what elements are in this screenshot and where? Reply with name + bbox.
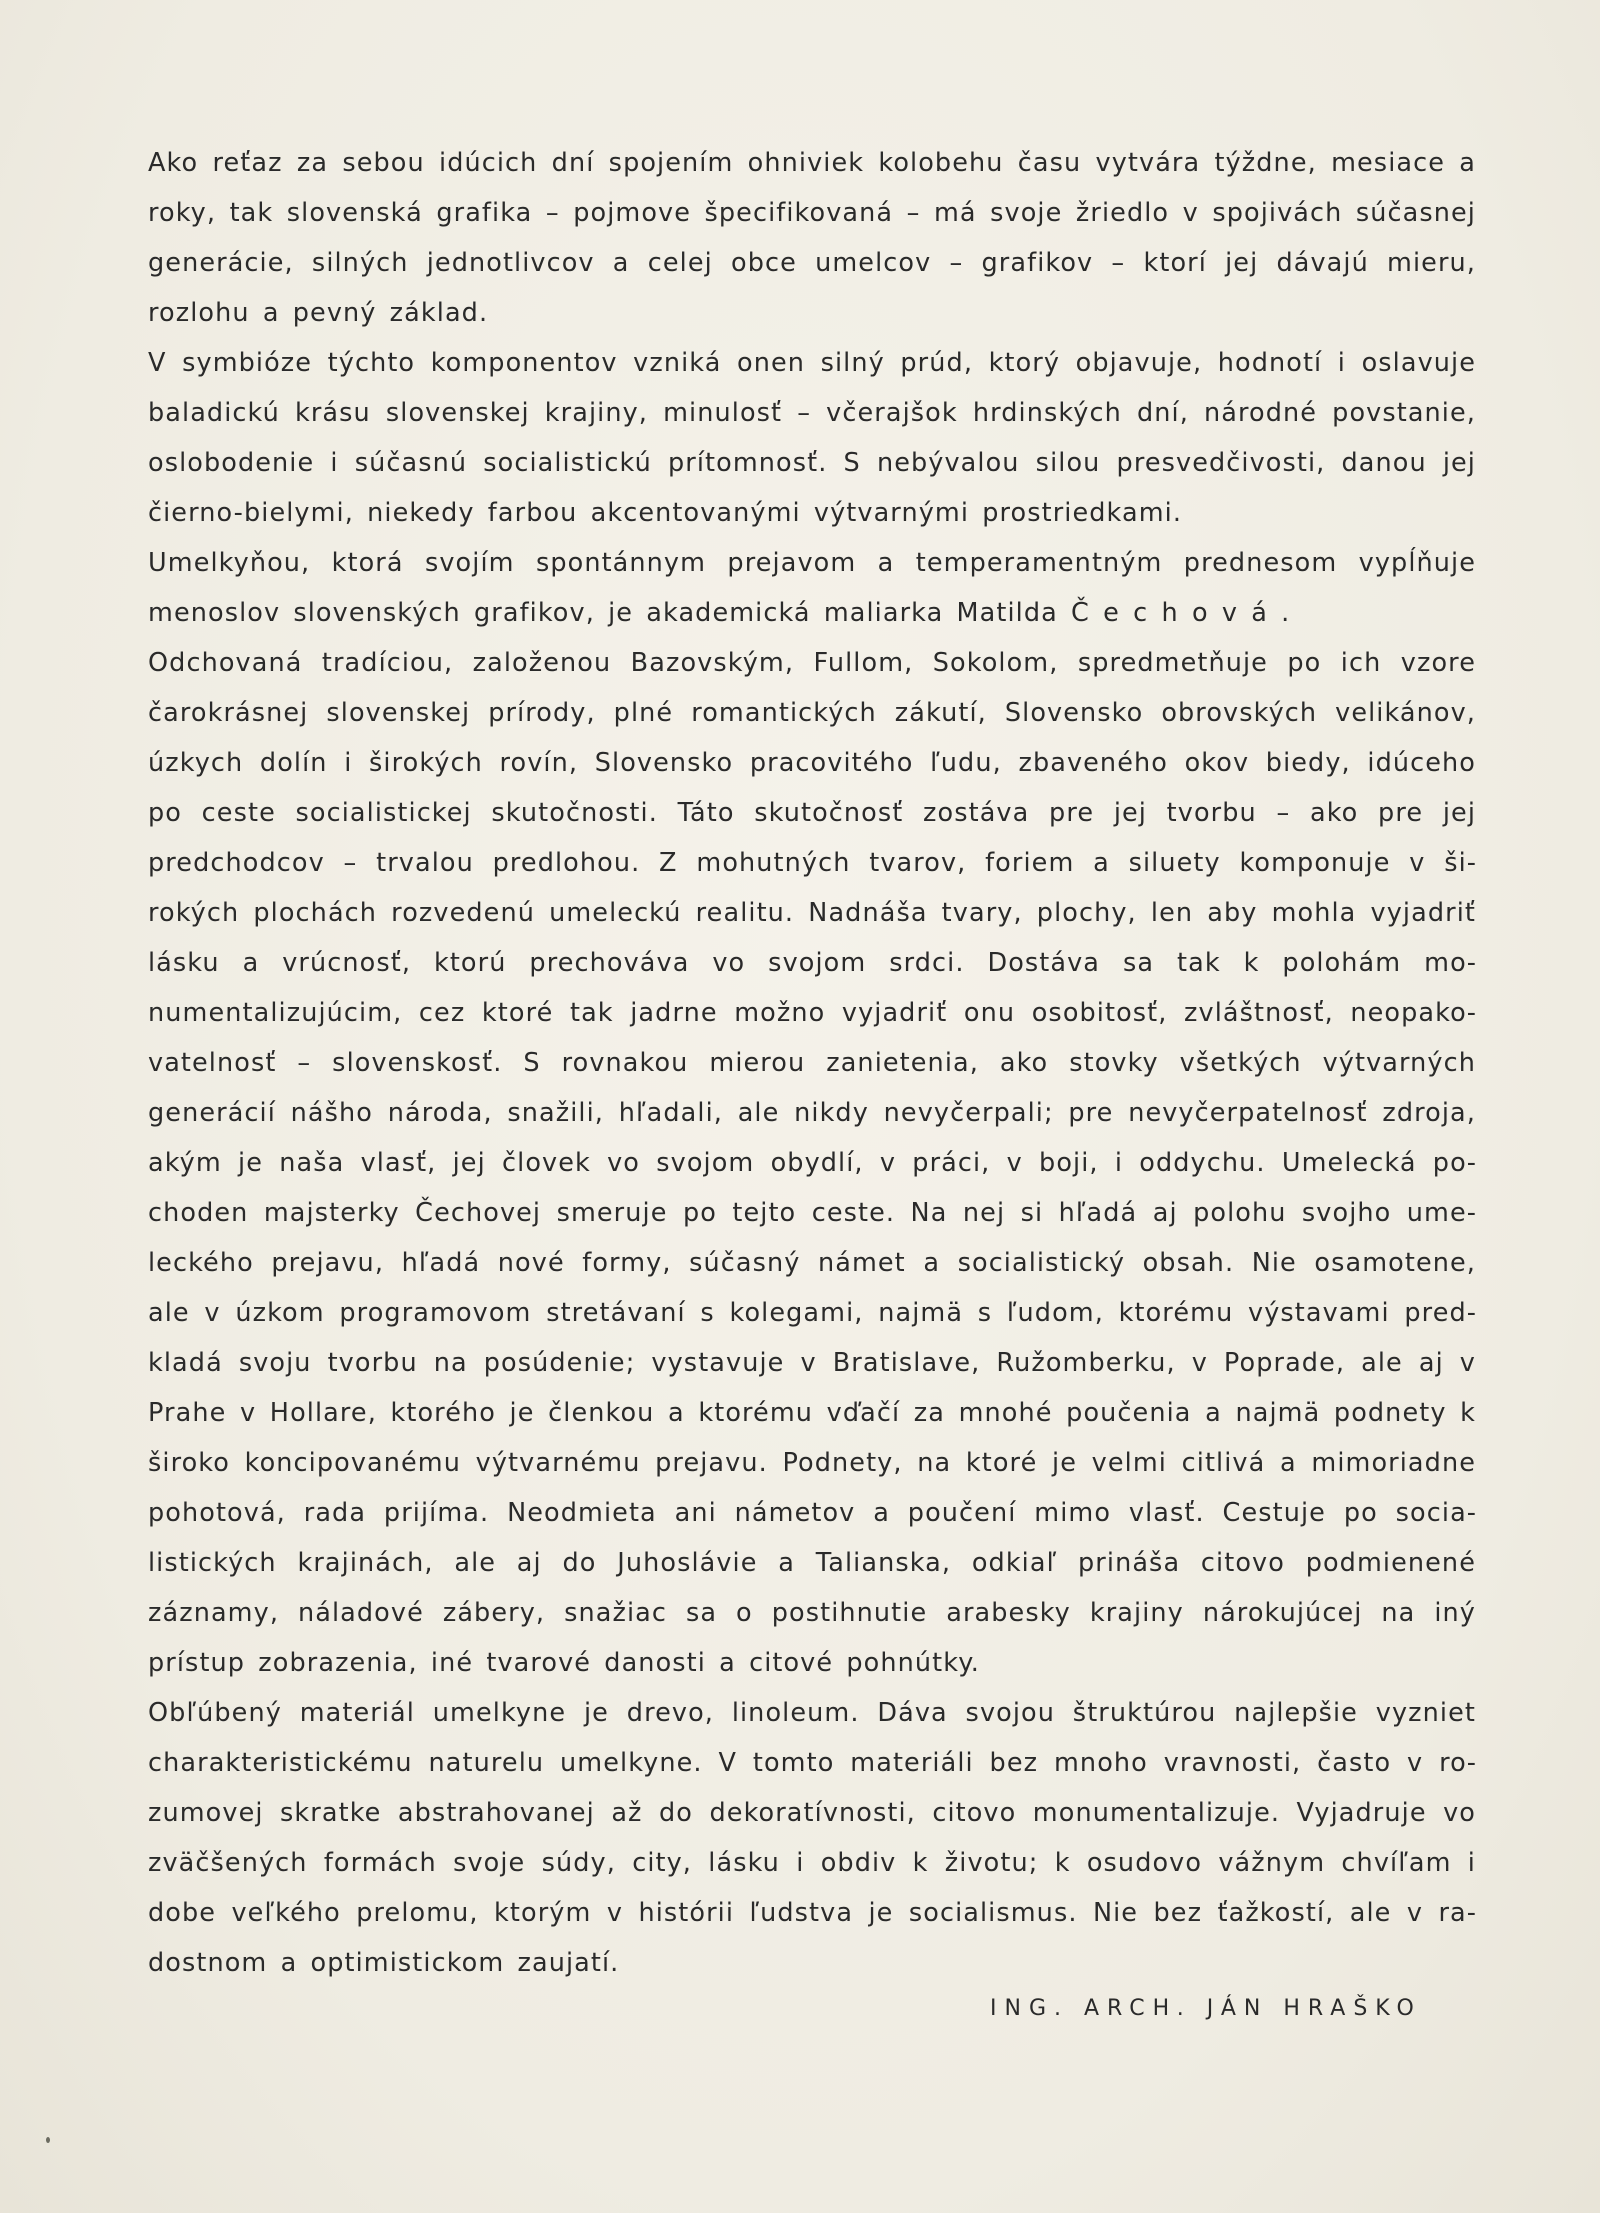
article-body — [148, 138, 1476, 1988]
paragraph-tradition: Odchovaná tradíciou, založenou Bazovským, Fullom, Sokolom, spredmetňuje po ich vzore čarokrásnej slovenskej prírody, plné romantických zákutí, Slovensko obrovských velikánov, úzkych dolín i širokých rovín, Slovensko pracovitého ľudu, zbaveného okov biedy, idúceho po ceste socialistickej skutočnosti. Táto skutočnosť zostáva pre jej tvorbu – ako pre jej predchodcov – trvalou predlohou. Z mohutných tvarov, foriem a siluety komponuje v širokých plochách rozvedenú umeleckú realitu. Nadnáša tvary, plochy, len aby mohla vyjadriť lásku a vrúcnosť, ktorú prechováva vo svojom srdci. Dostáva sa tak k polohám monumentalizujúcim, cez ktoré tak jadrne možno vyjadriť onu osobitosť, zvláštnosť, neopakovatelnosť – slovenskosť. S rovnakou mierou zanietenia, ako stovky všetkých výtvarných generácií nášho národa, snažili, hľadali, ale nikdy nevyčerpali; pre nevyčerpatelnosť zdroja, akým je naša vlasť, jej človek vo svojom obydlí, v práci, v boji, i oddychu. Umelecká pochoden majsterky Čechovej smeruje po tejto ceste. Na nej si hľadá aj polohu svojho umeleckého prejavu, hľadá nové formy, súčasný námet a socialistický obsah. Nie osamotene, ale v úzkom programovom stretávaní s kolegami, najmä s ľudom, ktorému výstavami predkladá svoju tvorbu na posúdenie; vystavuje v Bratislave, Ružomberku, v Poprade, ale aj v Prahe v Hollare, ktorého je členkou a ktorému vďačí za mnohé poučenia a najmä podnety k široko koncipovanému výtvarnému prejavu. Podnety, na ktoré je velmi citlivá a mimoriadne pohotová, rada prijíma. Neodmieta ani námetov a poučení mimo vlasť. Cestuje po socialistických krajinách, ale aj do Juhoslávie a Talianska, odkiaľ prináša citovo podmienené záznamy, náladové zábery, snažiac sa o postihnutie arabesky krajiny nárokujúcej na iný prístup zobrazenia, iné tvarové danosti a citové pohnútky. — [148, 648, 1476, 1678]
paragraph-intro: Ako reťaz za sebou idúcich dní spojením ohniviek kolobehu času vytvára týždne, mesiace a roky, tak slovenská grafika – pojmove špecifikovaná – má svoje žriedlo v spojivách súčasnej generácie, silných jednotlivcov a celej obce umelcov – grafikov – ktorí jej dávajú mieru, rozlohu a pevný základ. — [148, 148, 1476, 328]
paragraph-artist: Umelkyňou, ktorá svojím spontánnym prejavom a temperamentným prednesom vypĺňuje menoslov slovenských grafikov, je akademická maliarka Matilda Č e c h o v á . — [148, 548, 1476, 628]
paragraph-material: Obľúbený materiál umelkyne je drevo, linoleum. Dáva svojou štruktúrou najlepšie vyzniet charakteristickému naturelu umelkyne. V tomto materiáli bez mnoho vravnosti, často v rozumovej skratke abstrahovanej až do dekoratívnosti, citovo monumentalizuje. Vyjadruje vo zväčšených formách svoje súdy, city, lásku i obdiv k životu; k osudovo vážnym chvíľam i dobe veľkého prelomu, ktorým v histórii ľudstva je socialismus. Nie bez ťažkostí, ale v radostnom a optimistickom zaujatí. — [148, 1698, 1476, 1978]
paper-speck — [46, 2137, 50, 2143]
paragraph-symbiosis: V symbióze týchto komponentov vzniká onen silný prúd, ktorý objavuje, hodnotí i oslavuje baladickú krásu slovenskej krajiny, minulosť – včerajšok hrdinských dní, národné povstanie, oslobodenie i súčasnú socialistickú prítomnosť. S nebývalou silou presvedčivosti, danou jej čierno-bielymi, niekedy farbou akcentovanými výtvarnými prostriedkami. — [148, 348, 1476, 528]
author-signature: ING. ARCH. JÁN HRAŠKO — [990, 1996, 1422, 2021]
